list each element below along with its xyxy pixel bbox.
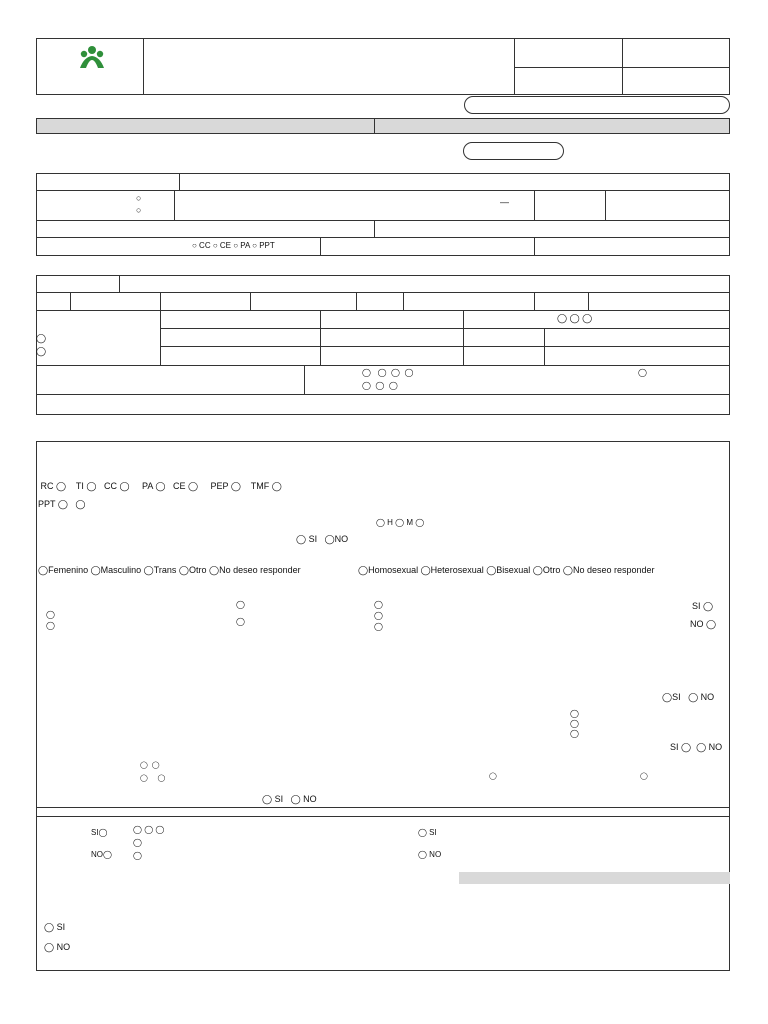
desea-opts[interactable]: ◯ SI ◯NO bbox=[296, 534, 349, 544]
opt-no-auto[interactable]: ◯ bbox=[374, 622, 383, 631]
opt-afro[interactable]: ◯ bbox=[46, 610, 55, 619]
orient-opts[interactable]: ◯Homosexual ◯Heterosexual ◯Bisexual ◯Otro ◯No deseo responder bbox=[358, 565, 655, 575]
fecha-box bbox=[464, 96, 730, 114]
opt-cotizante[interactable]: ◯ bbox=[489, 773, 497, 780]
tipo-cabecera-opts[interactable]: ◯ ◯ ◯ bbox=[557, 313, 593, 323]
genero-opts[interactable]: ◯Femenino ◯Masculino ◯Trans ◯Otro ◯No deseo responder bbox=[38, 565, 301, 575]
sexo-row[interactable]: ◯ H ◯ M ◯ bbox=[376, 518, 425, 527]
reside-opts[interactable]: ◯SI ◯ NO bbox=[662, 692, 715, 702]
proc-opts[interactable]: ◯ SI ◯ NO bbox=[44, 922, 71, 952]
opt-negra[interactable]: ◯ bbox=[46, 621, 55, 630]
prof-doc-opts[interactable]: ○ CC ○ CE ○ PA ○ PPT bbox=[192, 241, 275, 250]
campesino-si[interactable]: SI ◯ bbox=[692, 601, 714, 611]
opt-lugar-trabajo[interactable]: ◯ bbox=[638, 368, 647, 377]
opt-raizal[interactable]: ◯ bbox=[236, 617, 245, 626]
disc-opts[interactable]: ◯ SI ◯ NO bbox=[262, 794, 317, 804]
opt-rrom[interactable]: ◯ bbox=[374, 611, 383, 620]
tipo-doc-jefe-row[interactable]: RC ◯ TI ◯ CC ◯ PA ◯ CE ◯ PEP ◯ TMF ◯ bbox=[38, 481, 282, 491]
opt-rut[interactable]: ○ bbox=[136, 205, 142, 215]
opt-beneficiario[interactable]: ◯ bbox=[640, 773, 652, 780]
opt-admin[interactable]: ◯ bbox=[133, 838, 142, 847]
disc-cert-opts[interactable]: SI◯ NO◯ bbox=[91, 828, 112, 859]
opt-indigena[interactable]: ◯ bbox=[374, 600, 383, 609]
tenencia-row1[interactable]: ◯ ◯ ◯ ◯ bbox=[362, 368, 414, 377]
campesino-no[interactable]: NO ◯ bbox=[690, 619, 717, 629]
opt-palenquero[interactable]: ◯ bbox=[236, 600, 245, 609]
bienestar-familiar-logo-icon bbox=[74, 42, 110, 70]
opt-resto[interactable]: ◯ bbox=[36, 346, 47, 356]
registro-opts[interactable]: ◯ SI ◯ NO bbox=[418, 828, 442, 859]
opt-nit[interactable]: ○ bbox=[136, 193, 142, 203]
opt-especial[interactable]: ◯ ◯ bbox=[140, 775, 166, 782]
opt-gestante[interactable]: ◯ bbox=[570, 719, 584, 728]
opt-ninos[interactable]: ◯ bbox=[570, 729, 584, 738]
opt-inml[interactable]: ◯ bbox=[133, 851, 142, 860]
ppt-row[interactable]: PPT ◯ ◯ bbox=[38, 499, 86, 509]
opt-cabecera[interactable]: ◯ bbox=[36, 333, 47, 343]
opt-lactante[interactable]: ◯ bbox=[570, 709, 584, 718]
opt-subsidiado[interactable]: ◯ ◯ bbox=[140, 762, 160, 769]
opt-eps-ips[interactable]: ◯ ◯ ◯ bbox=[133, 825, 165, 834]
asiste-opts[interactable]: SI ◯ ◯ NO bbox=[670, 742, 723, 752]
jefe-table bbox=[36, 441, 730, 817]
tenencia-row2[interactable]: ◯ ◯ ◯ bbox=[362, 381, 398, 390]
